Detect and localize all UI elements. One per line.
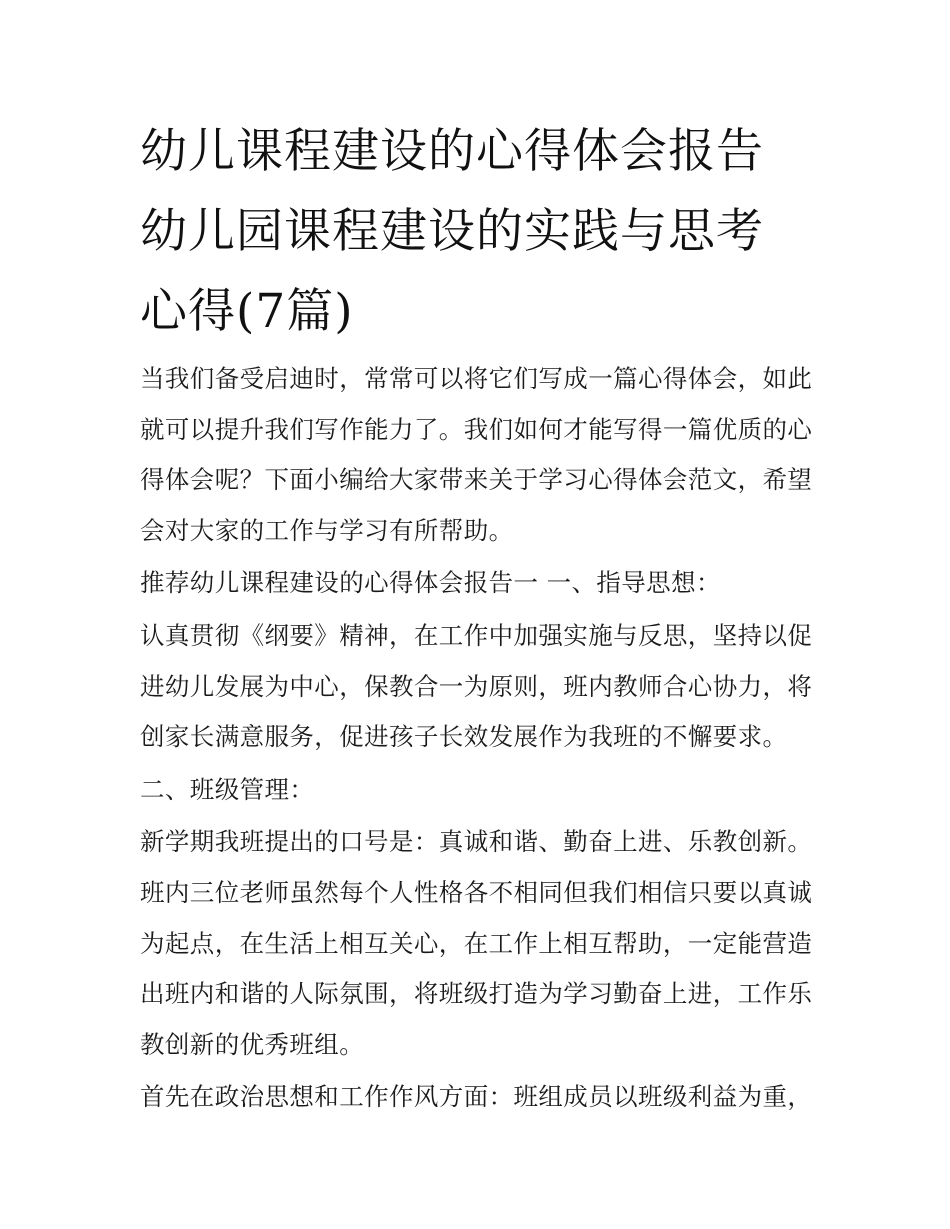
text-line: 新学期我班提出的口号是：真诚和谐、勤奋上进、乐教创新。 xyxy=(140,827,813,857)
title-line: 幼儿园课程建设的实践与思考 xyxy=(140,204,764,259)
section-heading-guiding-ideology xyxy=(140,558,830,609)
text-line: 认真贯彻《纲要》精神，在工作中加强实施与反思，坚持以促 xyxy=(140,620,813,650)
text-line: 得体会呢？下面小编给大家带来关于学习心得体会范文，希望 xyxy=(140,465,813,495)
guiding-ideology-paragraph xyxy=(140,611,830,763)
document-title xyxy=(140,112,830,352)
title-line: 心得(7篇) xyxy=(140,284,354,339)
text-line: 教创新的优秀班组。 xyxy=(140,1029,365,1059)
class-management-paragraph xyxy=(140,817,830,1070)
text-line: 创家长满意服务，促进孩子长效发展作为我班的不懈要求。 xyxy=(140,722,788,752)
text-line: 首先在政治思想和工作作风方面：班组成员以班级利益为重， xyxy=(140,1082,813,1112)
text-line: 为起点，在生活上相互关心，在工作上相互帮助，一定能营造 xyxy=(140,928,813,958)
text-line: 班内三位老师虽然每个人性格各不相同但我们相信只要以真诚 xyxy=(140,877,813,907)
intro-paragraph xyxy=(140,354,830,556)
text-line: 进幼儿发展为中心，保教合一为原则，班内教师合心协力，将 xyxy=(140,671,813,701)
section-heading-class-management xyxy=(140,765,830,816)
document-body xyxy=(140,354,830,1125)
text-line: 当我们备受启迪时，常常可以将它们写成一篇心得体会，如此 xyxy=(140,364,813,393)
text-line: 推荐幼儿课程建设的心得体会报告一 一、指导思想： xyxy=(140,568,721,598)
text-line: 二、班级管理： xyxy=(140,774,315,804)
political-thought-paragraph xyxy=(140,1072,830,1123)
text-line: 就可以提升我们写作能力了。我们如何才能写得一篇优质的心 xyxy=(140,414,813,444)
text-line: 出班内和谐的人际氛围，将班级打造为学习勤奋上进，工作乐 xyxy=(140,979,813,1009)
text-line: 会对大家的工作与学习有所帮助。 xyxy=(140,515,514,545)
title-line: 幼儿课程建设的心得体会报告 xyxy=(140,124,764,179)
